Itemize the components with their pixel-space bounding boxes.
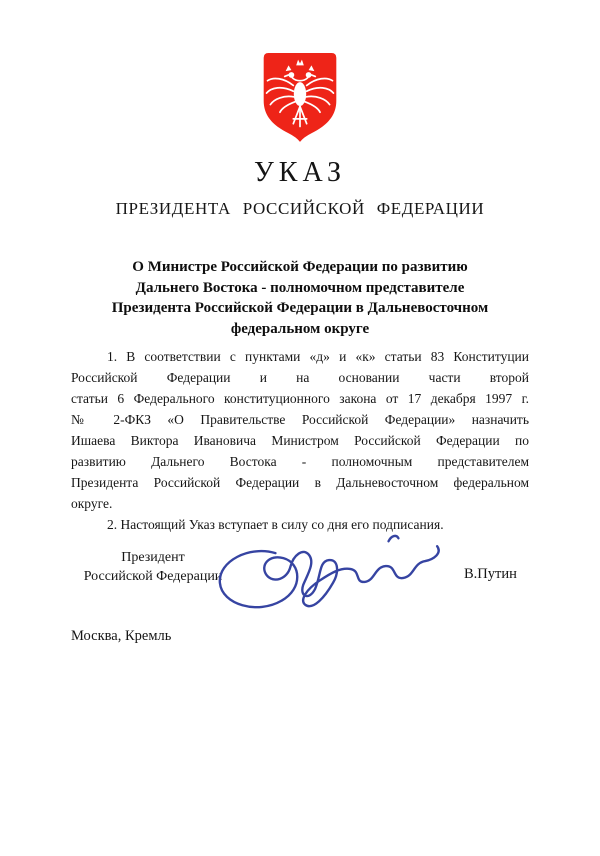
- office-line: Российской Федерации: [83, 568, 223, 584]
- place-line: Москва, Кремль: [71, 628, 172, 644]
- body-line: Президента Российской Федерации в Дальневосточном федеральном: [71, 475, 529, 490]
- body-line: 1. В соответствии с пунктами «д» и «к» статьи 83 Конституции: [107, 349, 529, 364]
- title-line: федеральном округе: [230, 320, 370, 337]
- decree-subject-title: [71, 257, 529, 339]
- body-line: Ишаева Виктора Ивановича Министром Российской Федерации по: [71, 433, 529, 448]
- title-line: О Министре Российской Федерации по развитию: [132, 259, 468, 275]
- issuer-line: ПРЕЗИДЕНТА РОССИЙСКОЙ ФЕДЕРАЦИИ: [115, 199, 485, 218]
- title-line: Дальнего Востока - полномочном представителе: [135, 279, 465, 296]
- body-line: Российской Федерации и на основании части второй: [71, 370, 529, 385]
- title-line: Президента Российской Федерации в Дальневосточном: [111, 300, 489, 316]
- body-paragraph-2: 2. Настоящий Указ вступает в силу со дня его подписания.: [107, 517, 444, 532]
- document-type-title: УКАЗ: [253, 157, 347, 188]
- body-line: округе.: [71, 496, 113, 511]
- russia-coat-of-arms-icon: [257, 49, 343, 142]
- signer-name: В.Путин: [464, 566, 517, 582]
- handwritten-signature: [206, 531, 454, 615]
- body-line: № 2-ФКЗ «О Правительстве Российской Федерации» назначить: [71, 412, 529, 427]
- body-line: статьи 6 Федерального конституционного закона от 17 декабря 1997 г.: [71, 391, 529, 406]
- office-line: Президент: [121, 550, 185, 565]
- decree-body: [71, 346, 529, 535]
- body-line: развитию Дальнего Востока - полномочным представителем: [71, 454, 529, 469]
